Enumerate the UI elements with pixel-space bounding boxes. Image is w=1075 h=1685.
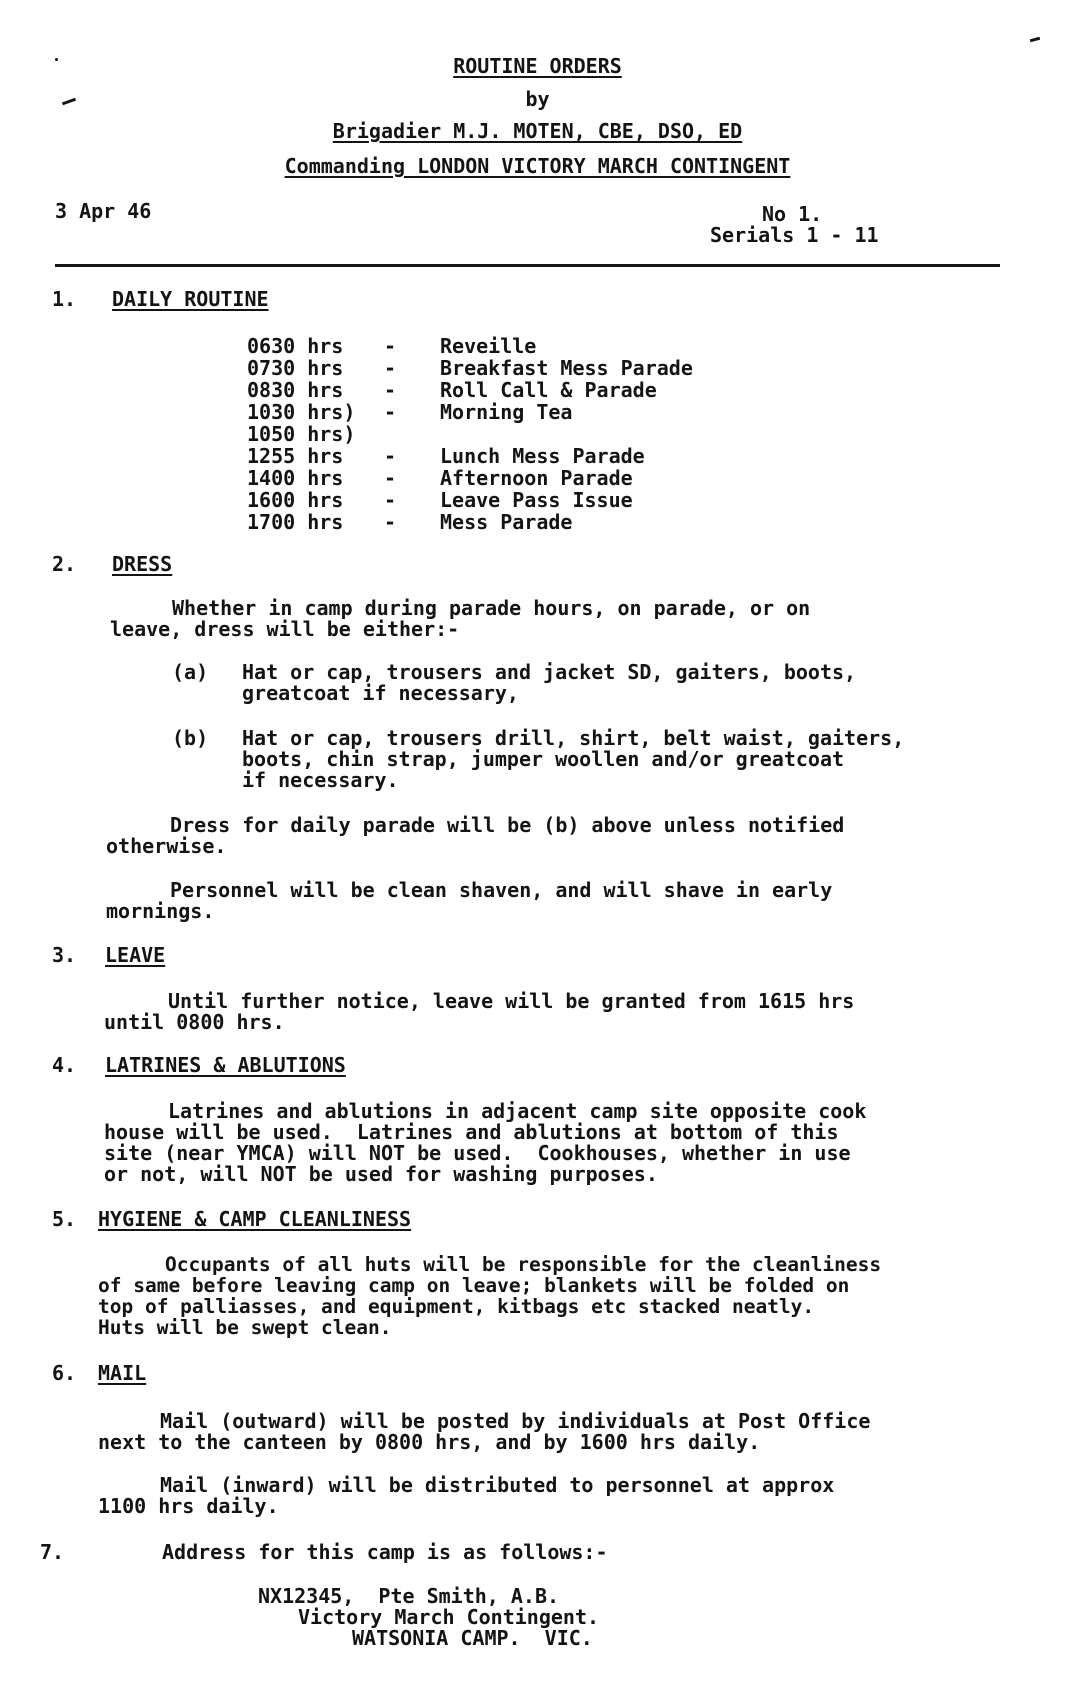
dress-para-2-line-1: Dress for daily parade will be (b) above unless notified bbox=[170, 813, 845, 837]
dress-option-a-label: (a) bbox=[172, 660, 209, 684]
mail-para-1-line-1: Mail (outward) will be posted by individuals at Post Office bbox=[160, 1409, 871, 1433]
routine-time: 0830 hrs bbox=[247, 378, 344, 402]
routine-dash: - bbox=[384, 510, 397, 534]
dress-option-b-line-2: boots, chin strap, jumper woollen and/or greatcoat bbox=[242, 747, 845, 771]
dress-para-3-line-2: mornings. bbox=[106, 899, 215, 923]
routine-activity: Morning Tea bbox=[440, 400, 573, 424]
dress-intro-line-1: Whether in camp during parade hours, on parade, or on bbox=[172, 596, 811, 620]
section-2-number: 2. bbox=[52, 552, 77, 576]
section-4-number: 4. bbox=[52, 1053, 77, 1077]
routine-time: 0730 hrs bbox=[247, 356, 344, 380]
hygiene-line-1: Occupants of all huts will be responsible for the cleanliness bbox=[165, 1253, 882, 1276]
routine-time: 1255 hrs bbox=[247, 444, 344, 468]
routine-dash: - bbox=[384, 488, 397, 512]
section-2-title: DRESS bbox=[112, 552, 173, 576]
section-6-title: MAIL bbox=[98, 1361, 147, 1385]
section-3-number: 3. bbox=[52, 943, 77, 967]
section-7-number: 7. bbox=[40, 1540, 65, 1564]
section-3-title: LEAVE bbox=[105, 943, 166, 967]
section-1-title: DAILY ROUTINE bbox=[112, 287, 269, 311]
by-line: by bbox=[525, 87, 550, 111]
order-number: No 1. bbox=[762, 202, 823, 226]
latrines-line-1: Latrines and ablutions in adjacent camp site opposite cook bbox=[168, 1099, 867, 1123]
routine-activity: Leave Pass Issue bbox=[440, 488, 633, 512]
address-line-3: WATSONIA CAMP. VIC. bbox=[352, 1626, 593, 1650]
routine-time: 1600 hrs bbox=[247, 488, 344, 512]
section-4-title: LATRINES & ABLUTIONS bbox=[105, 1053, 346, 1077]
hygiene-line-2: of same before leaving camp on leave; blankets will be folded on bbox=[98, 1274, 850, 1297]
mail-para-1-line-2: next to the canteen by 0800 hrs, and by 1600 hrs daily. bbox=[98, 1430, 761, 1454]
routine-dash: - bbox=[384, 334, 397, 358]
dress-option-a-line-2: greatcoat if necessary, bbox=[242, 681, 519, 705]
brigadier-line: Brigadier M.J. MOTEN, CBE, DSO, ED bbox=[332, 119, 743, 143]
dress-option-b-label: (b) bbox=[172, 726, 209, 750]
leave-line-1: Until further notice, leave will be granted from 1615 hrs bbox=[168, 989, 855, 1013]
dress-para-2-line-2: otherwise. bbox=[106, 834, 227, 858]
section-5-number: 5. bbox=[52, 1207, 77, 1231]
routine-activity: Reveille bbox=[440, 334, 537, 358]
header-divider bbox=[55, 264, 1000, 267]
dress-option-b-line-1: Hat or cap, trousers drill, shirt, belt waist, gaiters, bbox=[242, 726, 905, 750]
routine-dash: - bbox=[384, 444, 397, 468]
mail-para-2-line-2: 1100 hrs daily. bbox=[98, 1494, 279, 1518]
address-line-2: Victory March Contingent. bbox=[298, 1605, 600, 1629]
routine-dash: - bbox=[384, 466, 397, 490]
routine-dash: - bbox=[384, 400, 397, 424]
commanding-line: Commanding LONDON VICTORY MARCH CONTINGENT bbox=[284, 154, 791, 178]
routine-activity: Roll Call & Parade bbox=[440, 378, 657, 402]
section-1-number: 1. bbox=[52, 287, 77, 311]
address-intro: Address for this camp is as follows:- bbox=[162, 1540, 608, 1564]
routine-time: 1050 hrs) bbox=[247, 422, 356, 446]
section-5-title: HYGIENE & CAMP CLEANLINESS bbox=[98, 1207, 412, 1231]
dress-option-b-line-3: if necessary. bbox=[242, 768, 399, 792]
latrines-line-4: or not, will NOT be used for washing purposes. bbox=[104, 1162, 658, 1186]
routine-activity: Afternoon Parade bbox=[440, 466, 633, 490]
routine-activity: Breakfast Mess Parade bbox=[440, 356, 693, 380]
routine-time: 1400 hrs bbox=[247, 466, 344, 490]
hygiene-line-4: Huts will be swept clean. bbox=[98, 1316, 392, 1339]
dress-para-3-line-1: Personnel will be clean shaven, and will shave in early bbox=[170, 878, 833, 902]
routine-activity: Lunch Mess Parade bbox=[440, 444, 645, 468]
routine-time: 1700 hrs bbox=[247, 510, 344, 534]
scan-mark-top-right bbox=[1030, 37, 1040, 42]
latrines-line-3: site (near YMCA) will NOT be used. Cookhouses, whether in use bbox=[104, 1141, 851, 1165]
routine-time: 0630 hrs bbox=[247, 334, 344, 358]
hygiene-line-3: top of palliasses, and equipment, kitbags etc stacked neatly. bbox=[98, 1295, 815, 1318]
mail-para-2-line-1: Mail (inward) will be distributed to personnel at approx bbox=[160, 1473, 835, 1497]
routine-dash: - bbox=[384, 356, 397, 380]
order-serials: Serials 1 - 11 bbox=[710, 223, 879, 247]
dress-intro-line-2: leave, dress will be either:- bbox=[110, 617, 460, 641]
document-title: ROUTINE ORDERS bbox=[453, 54, 622, 78]
routine-time: 1030 hrs) bbox=[247, 400, 356, 424]
routine-dash: - bbox=[384, 378, 397, 402]
order-date: 3 Apr 46 bbox=[55, 199, 152, 223]
routine-activity: Mess Parade bbox=[440, 510, 573, 534]
section-6-number: 6. bbox=[52, 1361, 77, 1385]
latrines-line-2: house will be used. Latrines and ablutions at bottom of this bbox=[104, 1120, 839, 1144]
dress-option-a-line-1: Hat or cap, trousers and jacket SD, gaiters, boots, bbox=[242, 660, 857, 684]
leave-line-2: until 0800 hrs. bbox=[104, 1010, 285, 1034]
address-line-1: NX12345, Pte Smith, A.B. bbox=[258, 1584, 560, 1608]
